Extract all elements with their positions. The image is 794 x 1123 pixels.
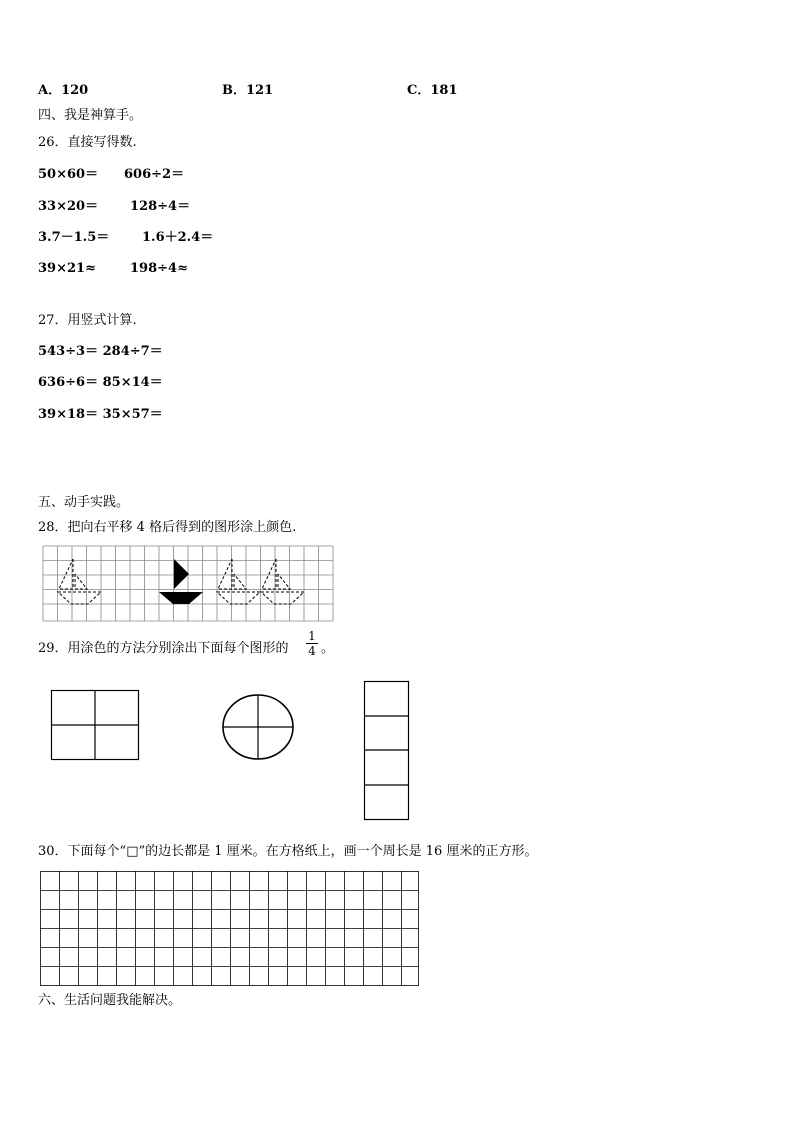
dashed-boat-right xyxy=(261,559,304,604)
q27-item: 636÷6＝ 85×14＝ xyxy=(38,375,163,390)
fraction-denominator: 4 xyxy=(306,643,318,658)
fraction-one-quarter xyxy=(306,629,318,658)
question-30-title: 30．下面每个“□”的边长都是 1 厘米。在方格纸上，画一个周长是 16 厘米的正方形。 xyxy=(38,844,538,859)
section-four-title: 四、我是神算手。 xyxy=(38,108,143,123)
section-five-title: 五、动手实践。 xyxy=(38,495,130,510)
dashed-boat-left xyxy=(58,559,101,604)
q27-item: 543÷3＝ 284÷7＝ xyxy=(38,344,163,359)
translation-grid xyxy=(43,546,334,622)
question-29-suffix: 。 xyxy=(321,641,335,656)
rectangle-quarters-figure xyxy=(51,690,140,761)
q26-item: 606÷2＝ xyxy=(124,167,185,182)
q26-item: 1.6＋2.4＝ xyxy=(142,230,214,245)
q26-item: 33×20＝ xyxy=(38,199,99,214)
q26-item: 198÷4≈ xyxy=(130,261,188,276)
q26-item: 39×21≈ xyxy=(38,261,96,276)
choice-a: A．120 xyxy=(38,83,89,98)
square-grid-paper xyxy=(40,871,420,988)
choice-c: C．181 xyxy=(407,83,458,98)
choice-b: B．121 xyxy=(222,83,274,98)
q26-item: 3.7－1.5＝ xyxy=(38,230,110,245)
solid-boat xyxy=(159,559,203,604)
q27-item: 39×18＝ 35×57＝ xyxy=(38,407,163,422)
dashed-boat-middle xyxy=(217,559,260,604)
question-29-title: 29．用涂色的方法分别涂出下面每个图形的 xyxy=(38,641,289,656)
circle-quarters-figure xyxy=(222,694,294,760)
q26-item: 50×60＝ xyxy=(38,167,99,182)
section-six-title: 六、生活问题我能解决。 xyxy=(38,993,182,1008)
fraction-numerator: 1 xyxy=(308,629,316,643)
vertical-strip-figure xyxy=(364,681,410,821)
question-27-title: 27．用竖式计算. xyxy=(38,313,137,328)
question-28-title: 28．把向右平移 4 格后得到的图形涂上颜色. xyxy=(38,520,297,535)
q26-item: 128÷4＝ xyxy=(130,199,191,214)
grid-lines xyxy=(43,546,333,621)
question-26-title: 26．直接写得数. xyxy=(38,135,137,150)
